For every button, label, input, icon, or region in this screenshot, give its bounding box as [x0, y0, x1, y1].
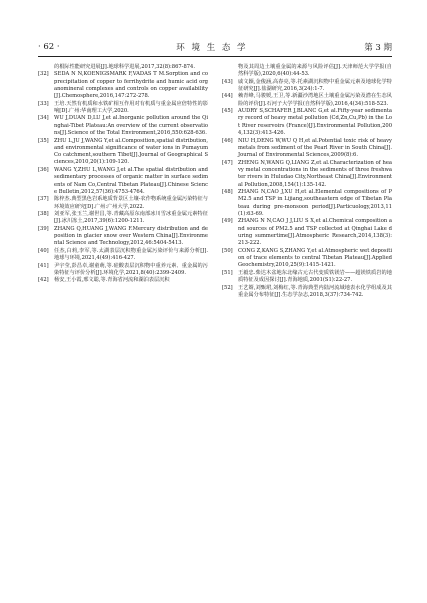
reference-text: 王艺婿,刘甄珺,刘梅红,等.青海典型内陆河流域地表水化学组成及其重金属分布特征[J].生态学杂志,2018,3(37):734-742.: [238, 284, 392, 298]
header-rule: [38, 56, 392, 57]
reference-text: ZHENG N,WANG Q,LIANG Z,et al.Characterization of heavy metal concentrations in the sediments of three freshwater rivers in Huludao City,Northeast China[J].Environmental Pollution,2008,154(1):135-142.: [238, 159, 392, 188]
reference-item: [38, 138, 208, 167]
reference-number: [37]: [38, 196, 49, 203]
issue-number: 第 3 期: [364, 43, 392, 53]
reference-number: [46]: [222, 137, 233, 144]
reference-text: 杨安,王小霞,邢文聪,等.青海省河流和湖泊表层沉积: [54, 277, 170, 284]
reference-number: [42]: [38, 277, 49, 284]
reference-item: [38, 226, 208, 248]
page-number: · 62 ·: [38, 42, 60, 52]
reference-text: ZHU L,JU J,WANG Y,et al.Composition,spatial distribution,and environmental significance of water ions in Pumayum Co catchment,southern Tibet[J].Journal of Geographical Sciences,2010,20(1):109-120.: [54, 137, 208, 166]
reference-number: [36]: [38, 166, 49, 173]
reference-text: 王毅忠.柴达木盆地东北缘古元古代变质铁镁岩——超镁铁质岩的地质特征及成因探讨[J].青海地质,2001(S1):22-27.: [238, 269, 392, 284]
reference-item: [222, 189, 392, 218]
reference-text: 王培.天然有机质和水铁矿相互作用对有机质与重金属应倍特性的影响[D].广州:华南理工大学,2020.: [54, 100, 208, 114]
reference-item: [222, 108, 392, 137]
reference-number: [40]: [38, 247, 49, 254]
reference-number: [39]: [38, 225, 49, 232]
reference-text: 陈梓杰.典型黑色岩系地质背景区土壤-农作物系统重金属污染特征与环境效应研究[D].广州:广州大学,2022.: [54, 196, 208, 210]
reference-text: ZHANG Q,HUANG J,WANG F.Mercury distribution and deposition in glacier snow over Western China[J].Environmental Science and Technology,2012,46:5404-5413.: [54, 225, 208, 247]
reference-number: [41]: [38, 262, 49, 269]
reference-text: CONG Z,KANG S,ZHANG Y,et al.Atmospheric wet deposition of trace elements to central Tibetan Plateau[J].Applied Geochemistry,2010,25(9):1415-1421.: [238, 247, 392, 269]
reference-item: [38, 248, 208, 263]
reference-item: [222, 138, 392, 160]
reference-item: [222, 160, 392, 189]
reference-item: [38, 277, 208, 284]
reference-number: [44]: [222, 93, 233, 100]
reference-number: [43]: [222, 78, 233, 85]
reference-item: [222, 285, 392, 300]
reference-number: [34]: [38, 115, 49, 122]
reference-continuation: 的根际性能研究进展[J].地球科学进展,2017,32(8):867-874.: [54, 64, 195, 70]
reference-item: [38, 71, 208, 100]
reference-item: [222, 270, 392, 285]
reference-text: 任杰,白莉,李军,等.太湖表层沉积物重金属污染评价与来源分析[J].地球与环境,2021,4(49):416-427.: [54, 247, 208, 262]
reference-list-left: [38, 71, 208, 284]
reference-number: [48]: [222, 188, 233, 195]
reference-text: WANG Y,ZHU L,WANG J,et al.The spatial distribution and sedimentary processes of organic matter in surface sediments of Nam Co,Central Tibetan Plateau[J].Chinese Science Bulletin,2012,57(36):4753-4764.: [54, 166, 208, 195]
reference-text: AUDRY S,SCHAFER J,BLANC G,et al.Fifty-year sedimentary record of heavy metal pollution (Cd,Zn,Cu,Pb) in the Lot River reservoirs (France)[J].Environmental Pollution,2004,132(3):413-426.: [238, 108, 392, 137]
reference-item: [222, 93, 392, 108]
reference-number: [51]: [222, 269, 233, 276]
reference-item: [38, 101, 208, 116]
reference-number: [47]: [222, 159, 233, 166]
reference-number: [52]: [222, 284, 233, 291]
reference-number: [33]: [38, 100, 49, 107]
reference-text: ZHANG N N,CAO J J,LIU S X,et al.Chemical composition and sources of PM2.5 and TSP collected at Qinghai Lake during summertime[J].Atmospheric Research,2014,138(3):213-222.: [238, 218, 392, 247]
reference-item: [38, 211, 208, 226]
reference-item: [38, 196, 208, 211]
reference-text: NIU H,DENG W,WU Q H,et al.Potential toxic risk of heavy metals from sediment of the Pearl River in South China[J].Journal of Environmental Sciences,2009(8):6.: [238, 137, 392, 159]
reference-number: [49]: [222, 218, 233, 225]
reference-number: [38]: [38, 211, 49, 218]
reference-text: ZHANG N,CAO J,XU H,et al.Elemental compositions of PM2.5 and TSP in Lijiang,southeastern edge of Tibetan Plateau during pre-monsoon period[J].Particuology,2013,11(1):63-69.: [238, 188, 392, 217]
page-header: [38, 40, 392, 54]
journal-title: 环 境 生 态 学: [176, 43, 248, 53]
reference-text: 戚文颖,金俊涵,高春亮,等.托素湖沉积物中重金属元素及地球化学特征研究[J].盐湖研究,2016,3(24):1-7.: [238, 78, 392, 92]
reference-text: WU J,DUAN D,LU J,et al.Inorganic pollution around the Qinghai-Tibet Plateau:An overview of the current observations[J].Science of the Total Environment,2016,550:628-636.: [54, 115, 208, 137]
reference-text: 赖青峰,马骏媛,王卫,等.新疆沙湾地区土壤重金属污染及潜在生态风险的评价[J].石河子大学学报(自然科学版),2016,4(34):518-523.: [238, 93, 392, 107]
reference-item: [38, 167, 208, 196]
reference-continuation: 物及其周边土壤重金属的来源与风险评估[J].天津师范大学学报(自然科学版),2020,6(40):44-53.: [238, 64, 392, 78]
reference-item: [222, 79, 392, 94]
right-column: [222, 64, 392, 299]
reference-item: [38, 263, 208, 278]
reference-number: [32]: [38, 71, 49, 78]
left-column: [38, 64, 208, 285]
reference-list-right: [222, 79, 392, 300]
reference-number: [35]: [38, 137, 49, 144]
reference-number: [45]: [222, 108, 233, 115]
reference-text: 尹宇莹,彭昌卓,谢童萌,等.硅酸表层沉积物中重养元素、重金属的污染特征与评价分析[J].环境化学,2021,8(40):2399-2409.: [54, 262, 208, 276]
reference-item: [222, 248, 392, 270]
reference-item: [222, 218, 392, 247]
reference-number: [50]: [222, 247, 233, 254]
reference-text: SEDA N N,KOENIGSMARK F,VADAS T M.Sorption and coprecipitation of copper to ferrihydrite and humic acid organomineral complexes and controls on copper availability [J].Chemosphere,2016,147:272-278.: [54, 71, 208, 100]
reference-item: [38, 115, 208, 137]
reference-text: 刘亚军,张玉兰,谢世昌,等.青藏高原东南部冰川雪冰重金属元素特征[J].冰川冻土,2017,39(6):1200-1211.: [54, 211, 208, 225]
